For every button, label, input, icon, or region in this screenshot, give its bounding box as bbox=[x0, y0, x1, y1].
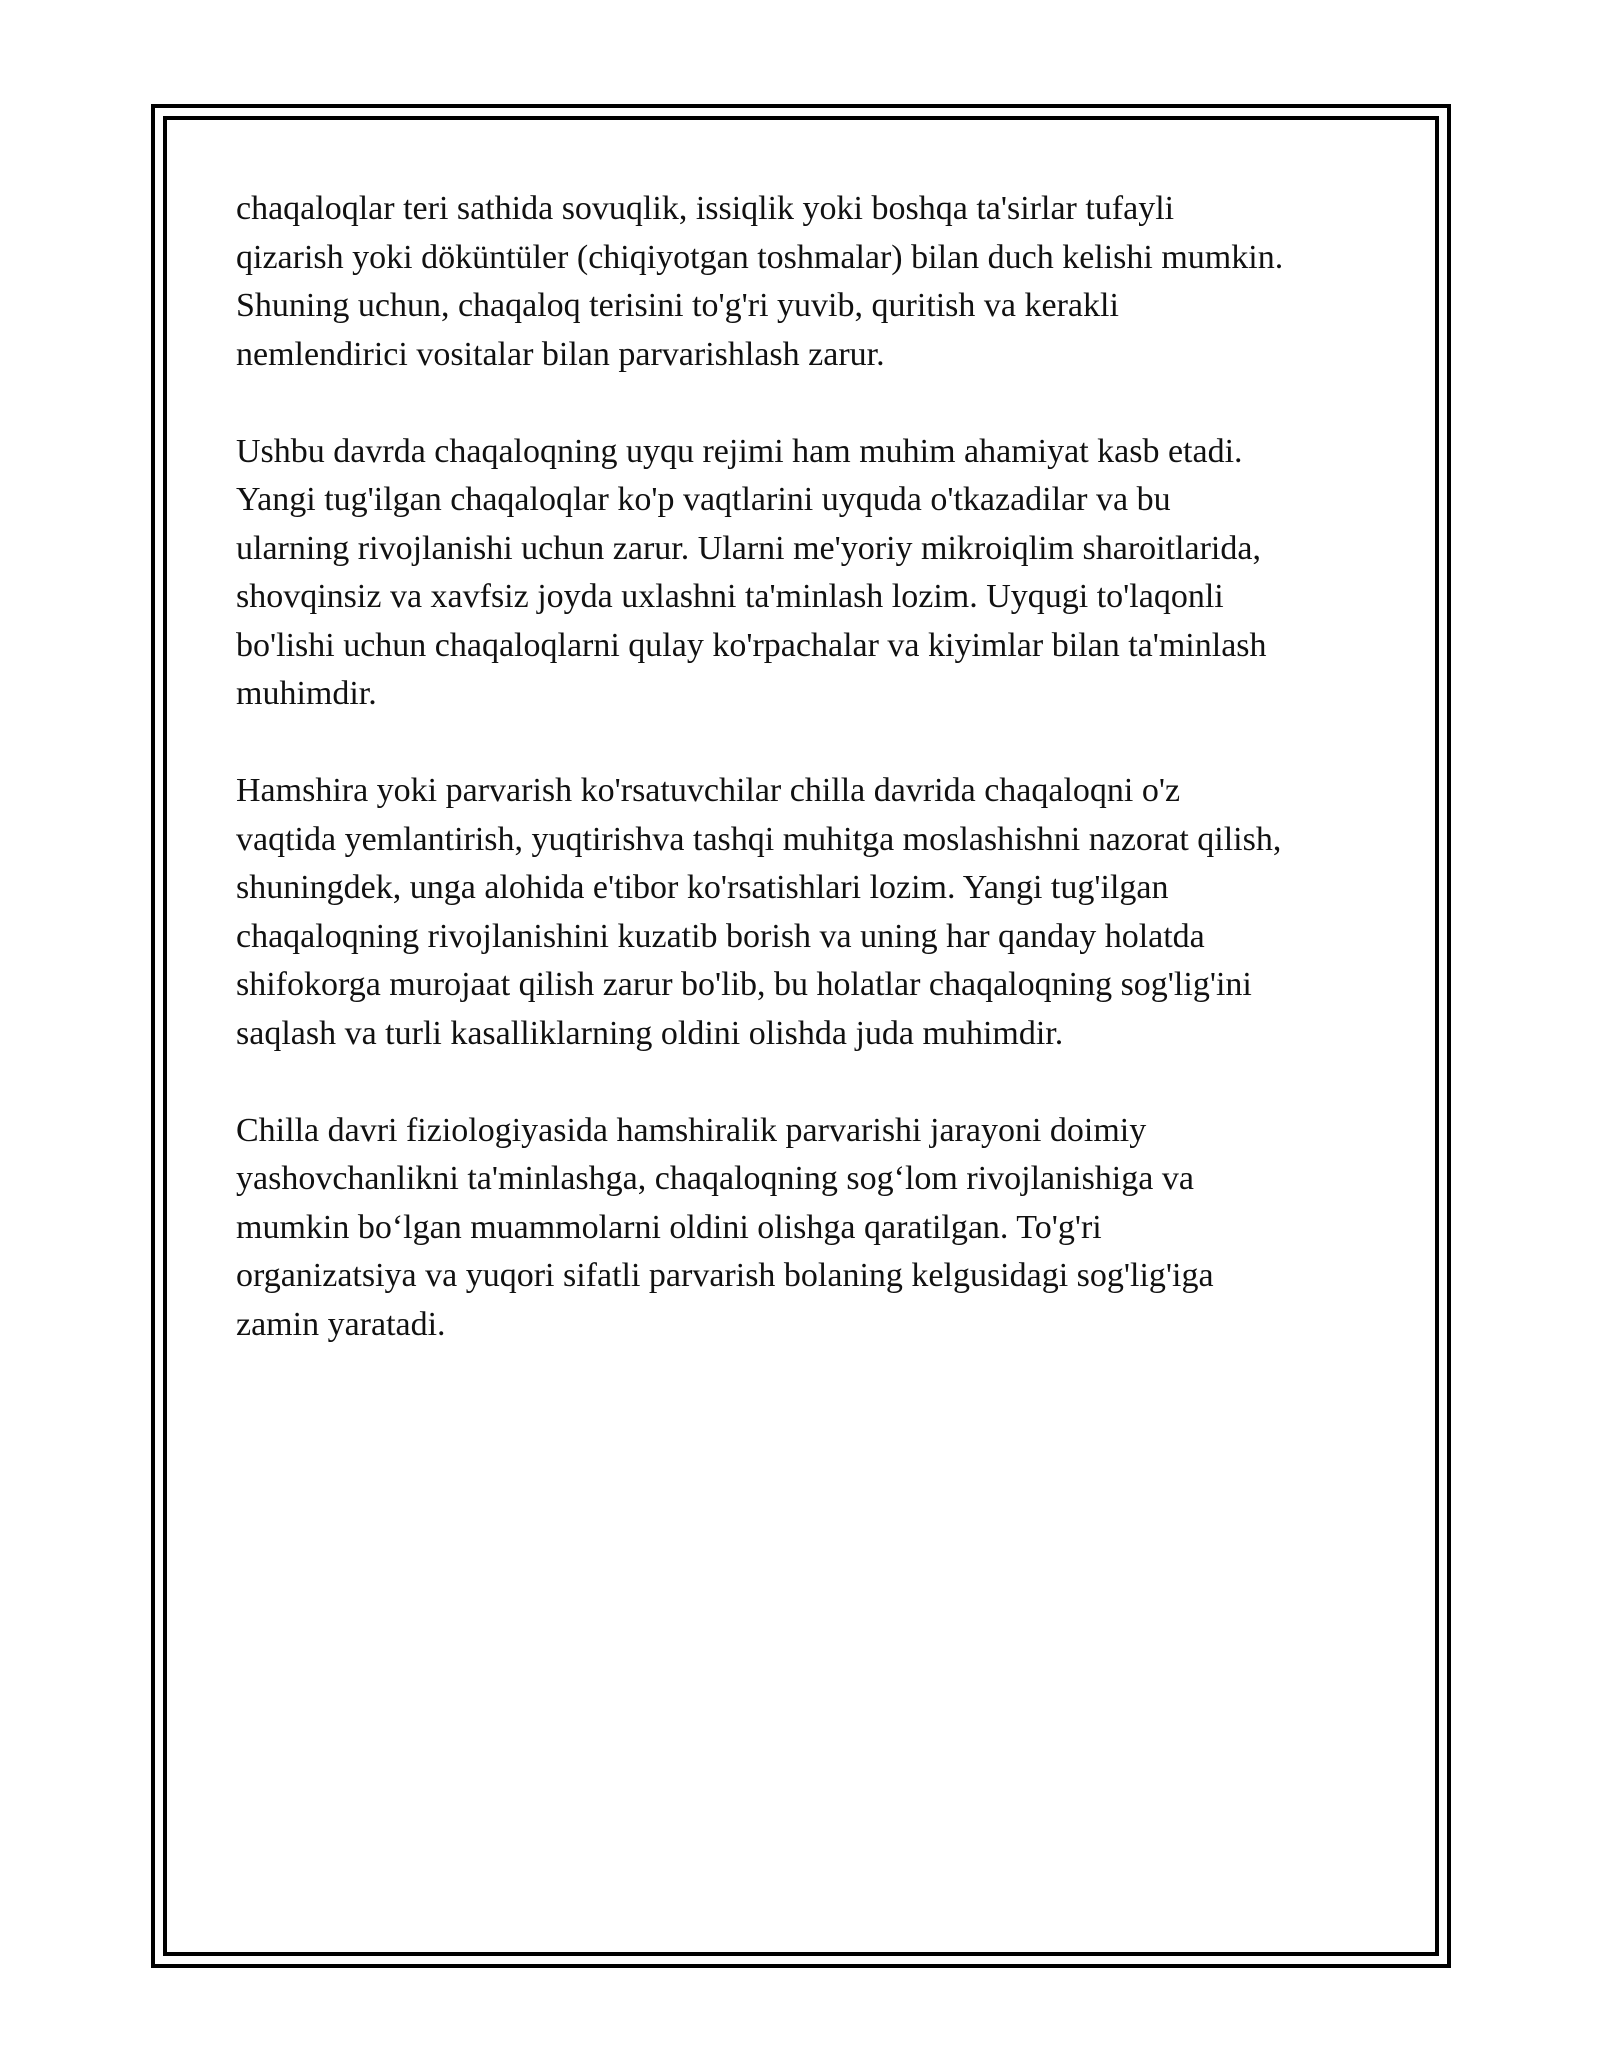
text-line: saqlash va turli kasalliklarning oldini olishda juda muhimdir. bbox=[236, 1014, 1064, 1052]
paragraph-3 bbox=[236, 767, 1396, 1058]
text-line: Chilla davri fiziologiyasida hamshiralik parvarishi jarayoni doimiy bbox=[236, 1111, 1147, 1149]
text-line: chaqaloqlar teri sathida sovuqlik, issiqlik yoki boshqa ta'sirlar tufayli bbox=[236, 190, 1175, 227]
text-line: Ushbu davrda chaqaloqning uyqu rejimi ham muhim ahamiyat kasb etadi. bbox=[236, 432, 1243, 470]
text-line: mumkin bo‘lgan muammolarni oldini olishga qaratilgan. To'g'ri bbox=[236, 1208, 1102, 1246]
text-line: Shuning uchun, chaqaloq terisini to'g'ri yuvib, quritish va kerakli bbox=[236, 287, 1119, 324]
text-line: nemlendirici vositalar bilan parvarishlash zarur. bbox=[236, 335, 885, 373]
text-line: zamin yaratadi. bbox=[236, 1305, 446, 1343]
text-line: Hamshira yoki parvarish ko'rsatuvchilar chilla davrida chaqaloqni o'z bbox=[236, 772, 1181, 809]
paragraph-1 bbox=[236, 185, 1396, 379]
text-line: Yangi tug'ilgan chaqaloqlar ko'p vaqtlarini uyquda o'tkazadilar va bu bbox=[236, 481, 1171, 518]
paragraph-4 bbox=[236, 1107, 1396, 1350]
document-body bbox=[236, 185, 1396, 1398]
text-line: shifokorga murojaat qilish zarur bo'lib, bu holatlar chaqaloqning sog'lig'ini bbox=[236, 966, 1252, 1003]
text-line: shovqinsiz va xavfsiz joyda uxlashni ta'minlash lozim. Uyqugi to'laqonli bbox=[236, 578, 1224, 615]
text-line: chaqaloqning rivojlanishini kuzatib borish va uning har qanday holatda bbox=[236, 917, 1205, 955]
text-line: bo'lishi uchun chaqaloqlarni qulay ko'rpachalar va kiyimlar bilan ta'minlash bbox=[236, 626, 1267, 664]
text-line: muhimdir. bbox=[236, 675, 377, 712]
text-line: vaqtida yemlantirish, yuqtirishva tashqi muhitga moslashishni nazorat qilish, bbox=[236, 820, 1282, 858]
text-line: yashovchanlikni ta'minlashga, chaqaloqning sog‘lom rivojlanishiga va bbox=[236, 1160, 1194, 1197]
text-line: organizatsiya va yuqori sifatli parvarish bolaning kelgusidagi sog'lig'iga bbox=[236, 1257, 1214, 1294]
text-line: qizarish yoki döküntüler (chiqiyotgan toshmalar) bilan duch kelishi mumkin. bbox=[236, 238, 1284, 276]
paragraph-2 bbox=[236, 428, 1396, 719]
text-line: ularning rivojlanishi uchun zarur. Ularni me'yoriy mikroiqlim sharoitlarida, bbox=[236, 529, 1261, 567]
text-line: shuningdek, unga alohida e'tibor ko'rsatishlari lozim. Yangi tug'ilgan bbox=[236, 869, 1169, 906]
